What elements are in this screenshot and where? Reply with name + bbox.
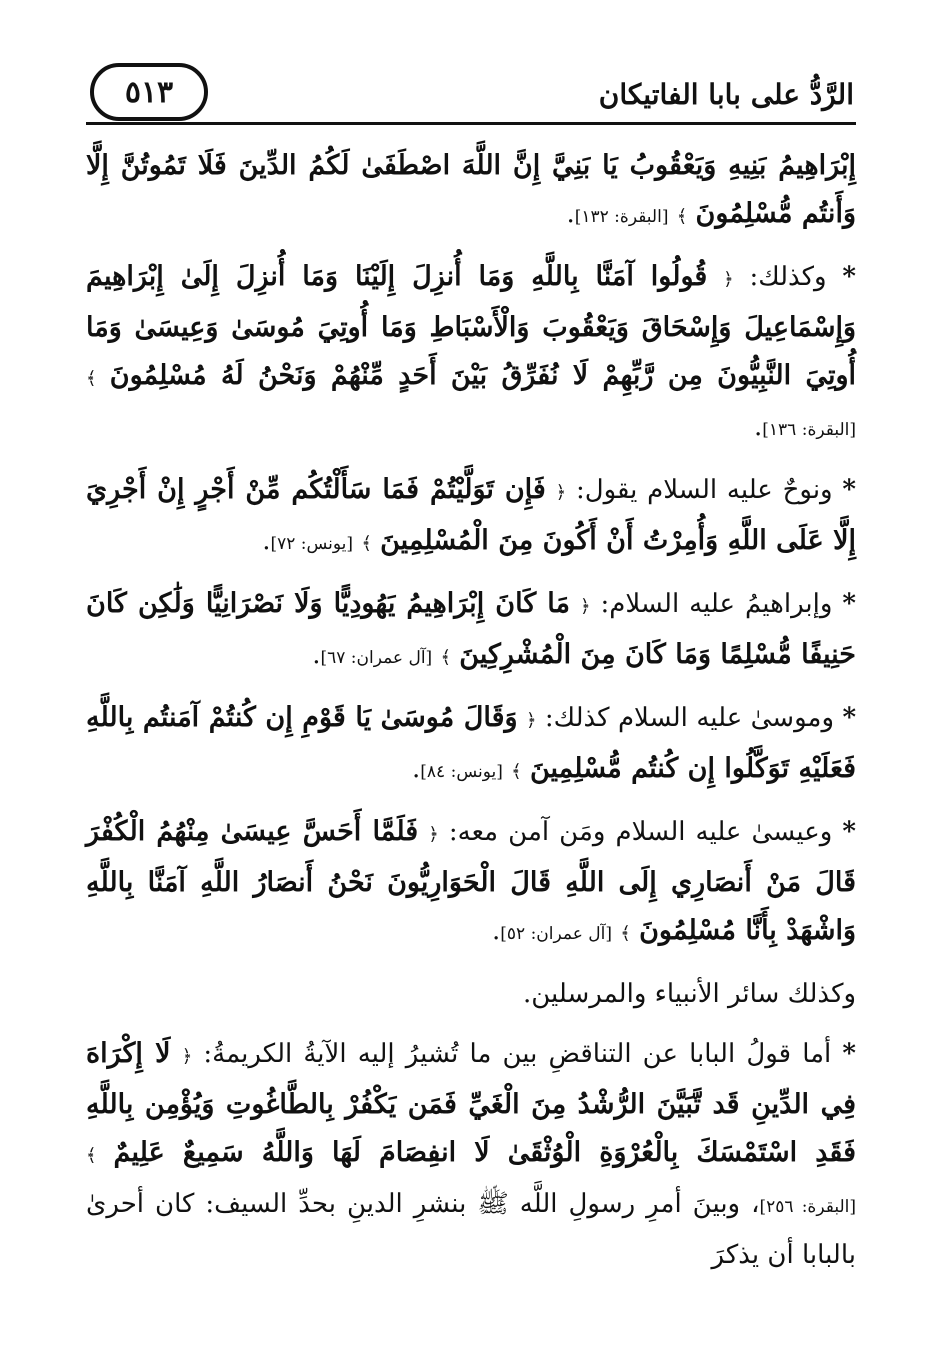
bullet-mark: * [842, 817, 856, 847]
quran-verse: لَا إِكْرَاهَ فِي الدِّينِ قَد تَّبَيَّنَ الرُّشْدُ مِنَ الْغَيِّ فَمَن يَكْفُرْ بِالطَّاغُوتِ وَيُؤْمِن بِاللَّهِ فَقَدِ اسْتَمْسَكَ بِالْعُرْوَةِ الْوُثْقَىٰ لَا انفِصَامَ لَهَا وَاللَّهُ سَمِيعٌ عَلِيمٌ [86, 1038, 856, 1168]
quran-verse: إِبْرَاهِيمُ بَنِيهِ وَيَعْقُوبُ يَا بَنِيَّ إِنَّ اللَّهَ اصْطَفَىٰ لَكُمُ الدِّينَ فَلَا تَمُوتُنَّ إِلَّا وَأَنتُم مُّسْلِمُونَ [86, 150, 856, 229]
verse-reference: [البقرة: ١٣٦] [762, 420, 856, 440]
paragraph-2 [86, 253, 856, 454]
paragraph-tail: . [262, 526, 271, 556]
verse-reference: [البقرة: ٢٥٦] [759, 1197, 856, 1217]
verse-close-mark: ﴾ [676, 206, 688, 227]
verse-reference: [يونس: ٨٤] [420, 762, 503, 782]
paragraph-5 [86, 694, 856, 796]
paragraph-4 [86, 580, 856, 682]
verse-reference: [آل عمران: ٥٢] [500, 924, 612, 944]
page-number-badge: ٥١٣ [90, 63, 208, 121]
bullet-mark: * [842, 262, 857, 292]
paragraph-tail: . [312, 640, 321, 670]
quran-verse: وَقَالَ مُوسَىٰ يَا قَوْمِ إِن كُنتُمْ آمَنتُم بِاللَّهِ فَعَلَيْهِ تَوَكَّلُوا إِن كُنتُم مُّسْلِمِينَ [86, 702, 856, 784]
quran-verse: فَإِن تَوَلَّيْتُمْ فَمَا سَأَلْتُكُم مِّنْ أَجْرٍ إِنْ أَجْرِيَ إِلَّا عَلَى اللَّهِ وَأُمِرْتُ أَنْ أَكُونَ مِنَ الْمُسْلِمِينَ [86, 474, 856, 556]
verse-close-mark: ﴾ [511, 761, 522, 782]
header-rule [86, 122, 856, 125]
quran-verse: فَلَمَّا أَحَسَّ عِيسَىٰ مِنْهُمُ الْكُفْرَ قَالَ مَنْ أَنصَارِي إِلَى اللَّهِ قَالَ الْحَوَارِيُّونَ نَحْنُ أَنصَارُ اللَّهِ آمَنَّا بِاللَّهِ وَاشْهَدْ بِأَنَّا مُسْلِمُونَ [86, 816, 856, 946]
bullet-mark: * [842, 703, 857, 733]
paragraph-tail: . [566, 199, 575, 229]
paragraph-lead: وإبراهيمُ عليه السلام: [600, 589, 833, 619]
paragraph-3 [86, 466, 856, 568]
page-header [86, 60, 856, 140]
paragraph-tail: . [492, 916, 501, 946]
paragraph-8 [86, 1030, 856, 1279]
verse-close-mark: ﴾ [86, 368, 97, 389]
bullet-mark: * [842, 589, 857, 619]
quran-verse: مَا كَانَ إِبْرَاهِيمُ يَهُودِيًّا وَلَا نَصْرَانِيًّا وَلَٰكِن كَانَ حَنِيفًا مُّسْلِمًا وَمَا كَانَ مِنَ الْمُشْرِكِينَ [86, 588, 856, 670]
verse-open-mark: ﴿ [525, 710, 537, 731]
verse-open-mark: ﴿ [181, 1046, 193, 1067]
paragraph-lead: وعيسىٰ عليه السلام ومَن آمن معه: [448, 817, 833, 847]
bullet-mark: * [842, 1039, 857, 1069]
verse-reference: [يونس: ٧٢] [270, 534, 354, 554]
verse-close-mark: ﴾ [361, 533, 372, 554]
paragraph-tail: . [754, 412, 763, 442]
verse-close-mark: ﴾ [620, 923, 631, 944]
verse-close-mark: ﴾ [86, 1145, 97, 1166]
running-title: الرَّدُّ على بابا الفاتيكان [598, 78, 854, 111]
paragraph-lead: وموسىٰ عليه السلام كذلك: [544, 703, 835, 733]
bullet-mark: * [842, 475, 857, 505]
verse-open-mark: ﴿ [723, 269, 734, 290]
verse-reference: [البقرة: ١٣٢] [574, 207, 669, 227]
page-body [86, 142, 856, 1279]
paragraph-lead: وكذلك سائر الأنبياء والمرسلين. [523, 979, 856, 1009]
verse-open-mark: ﴿ [579, 596, 591, 617]
paragraph-6 [86, 808, 856, 958]
paragraph-tail: . [412, 754, 421, 784]
quran-verse: قُولُوا آمَنَّا بِاللَّهِ وَمَا أُنزِلَ إِلَيْنَا وَمَا أُنزِلَ إِلَىٰ إِبْرَاهِيمَ وَإِسْمَاعِيلَ وَإِسْحَاقَ وَيَعْقُوبَ وَالْأَسْبَاطِ وَمَا أُوتِيَ مُوسَىٰ وَعِيسَىٰ وَمَا أُوتِيَ النَّبِيُّونَ مِن رَّبِّهِمْ لَا نُفَرِّقُ بَيْنَ أَحَدٍ مِّنْهُمْ وَنَحْنُ لَهُ مُسْلِمُونَ [86, 261, 856, 391]
verse-open-mark: ﴿ [428, 824, 439, 845]
paragraph-lead: وكذلك: [749, 262, 827, 292]
verse-reference: [آل عمران: ٦٧] [320, 648, 433, 668]
verse-open-mark: ﴿ [555, 482, 567, 503]
verse-close-mark: ﴾ [440, 647, 451, 668]
book-page [86, 60, 856, 1280]
paragraph-tail: ، وبينَ أمرِ رسولِ اللَّه ﷺ بنشرِ الدينِ بحدِّ السيف: كان أحرىٰ بالبابا أن يذكرَ [86, 1189, 856, 1270]
paragraph-lead: ونوحٌ عليه السلام يقول: [575, 475, 833, 505]
paragraph-lead: أما قولُ البابا عن التناقضِ بين ما تُشيرُ إليه الآيةُ الكريمةُ: [203, 1039, 832, 1069]
paragraph-7 [86, 970, 856, 1018]
paragraph-1 [86, 142, 856, 241]
